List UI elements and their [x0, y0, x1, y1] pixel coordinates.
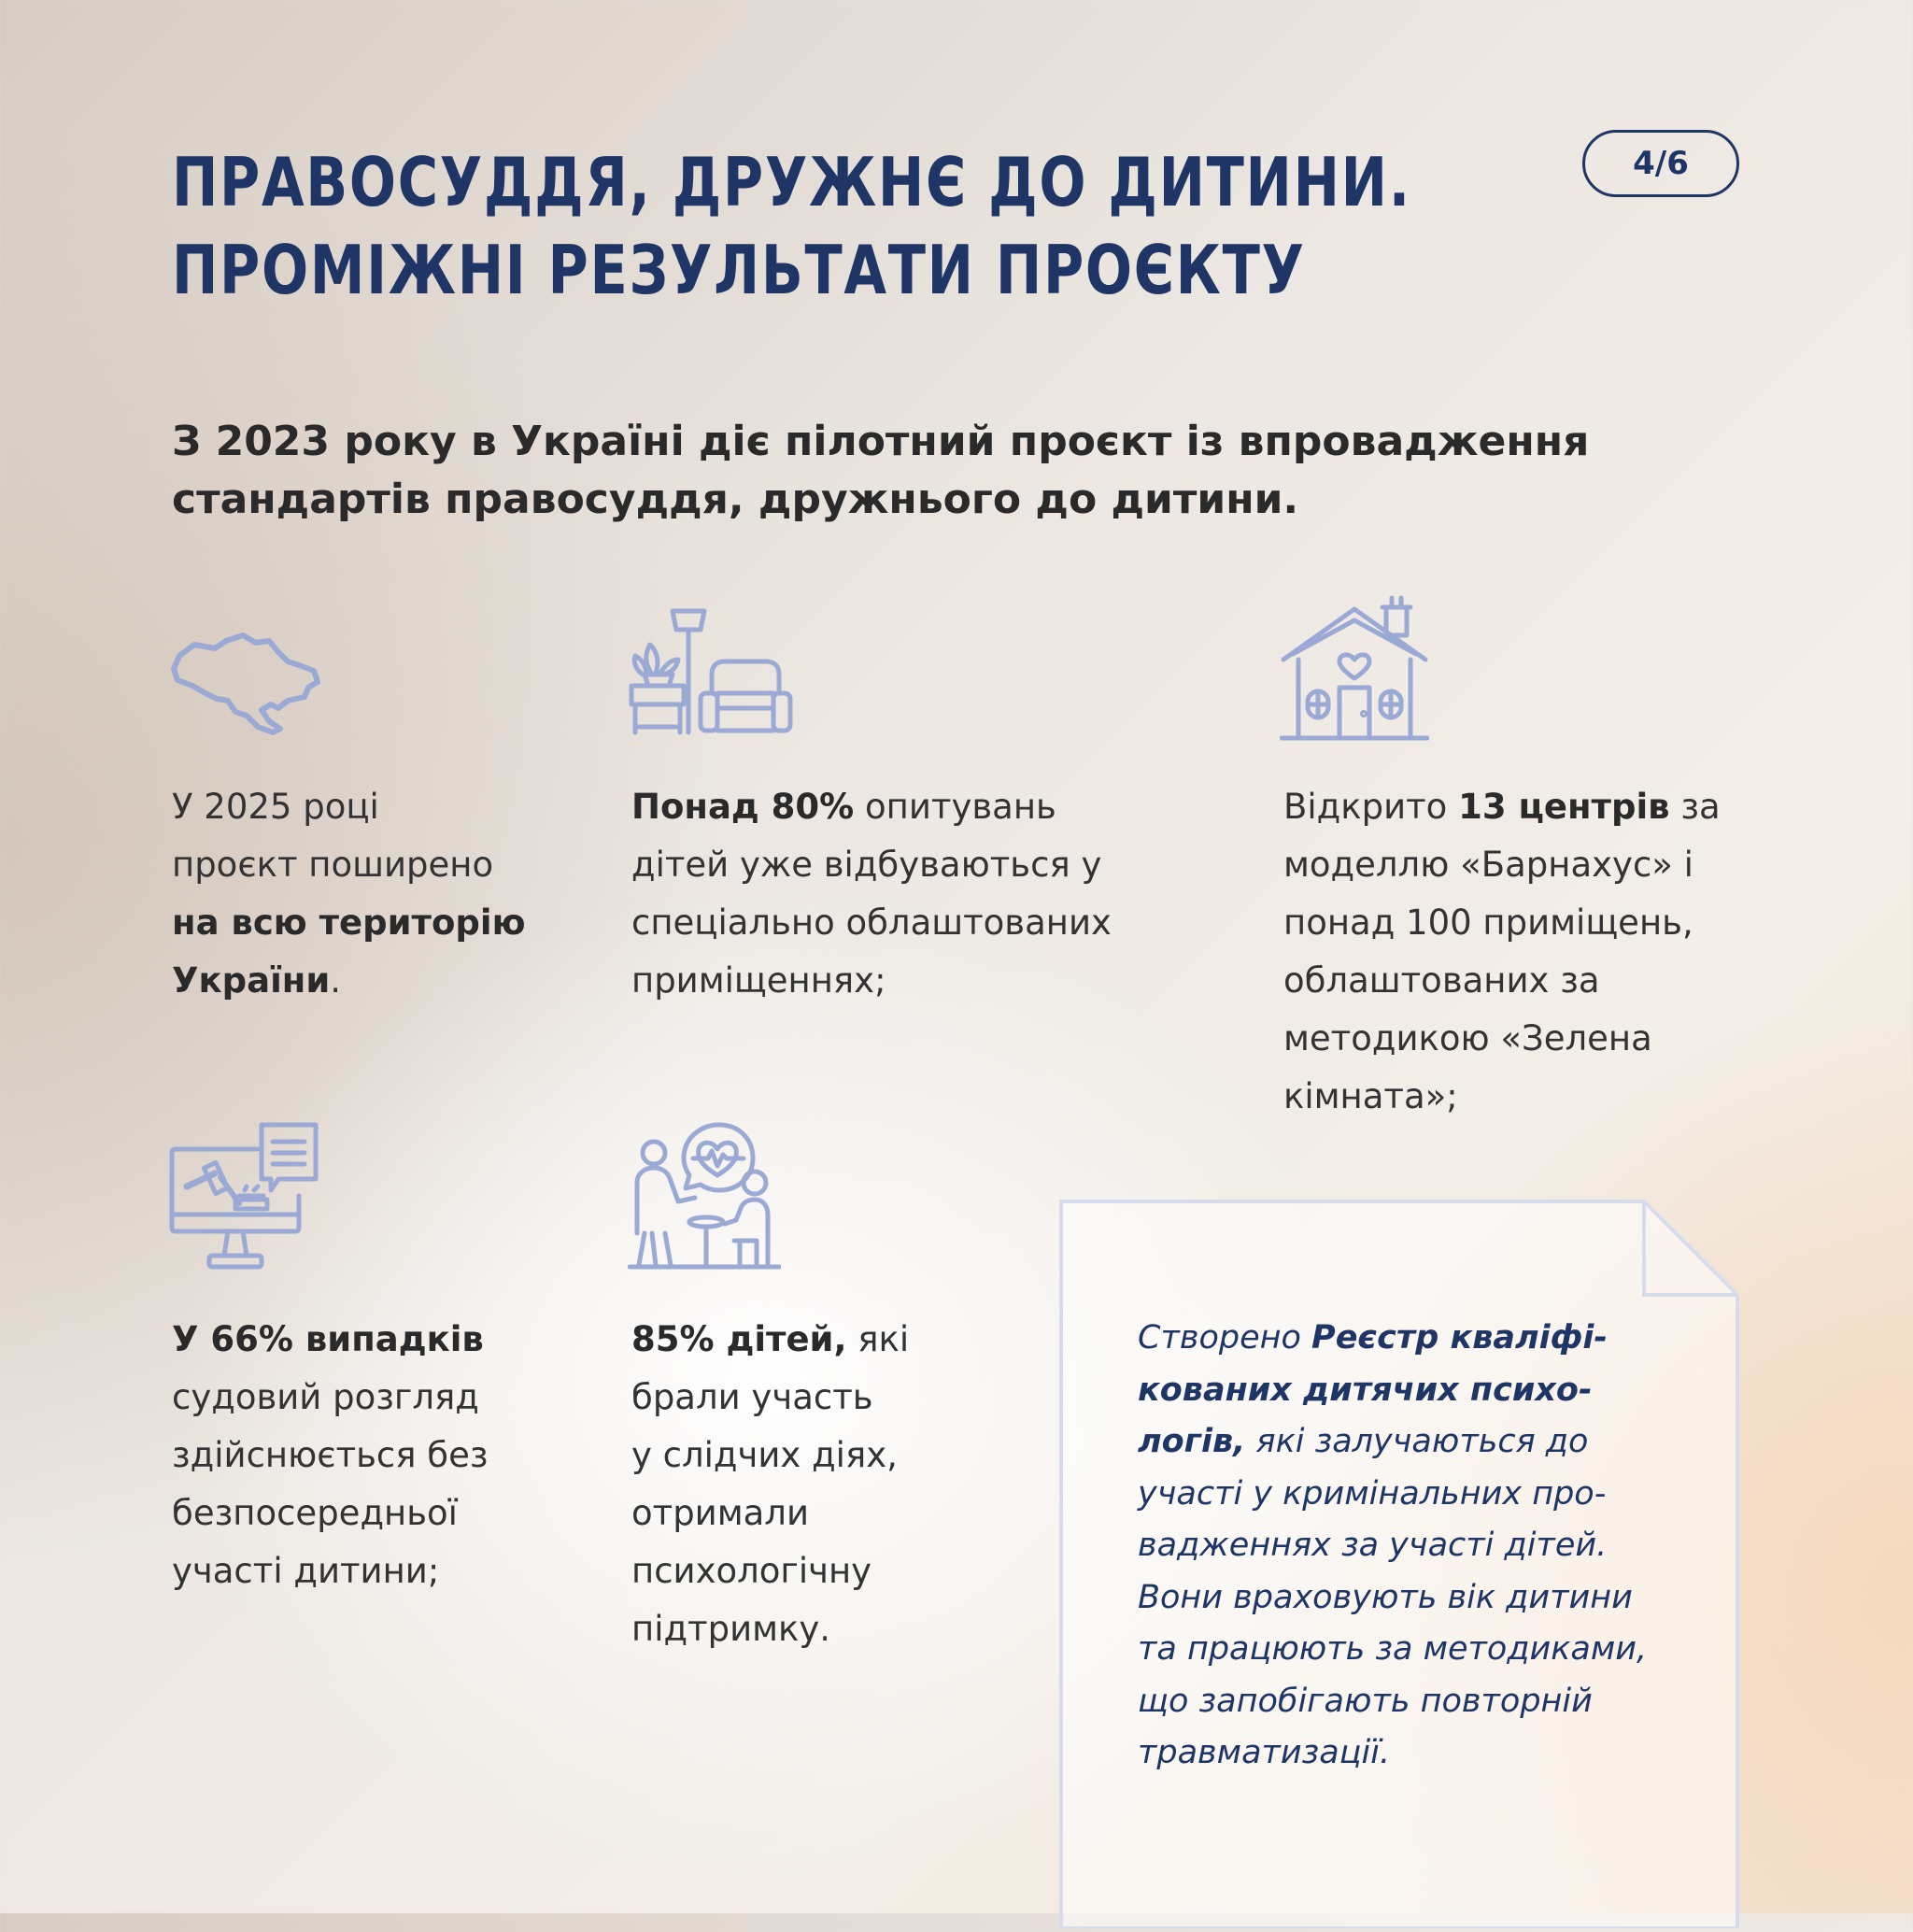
- page-title: [172, 138, 1411, 314]
- note-line6: та працюють за методиками,: [1138, 1630, 1648, 1668]
- note-bold1: Реєстр кваліфі-: [1311, 1319, 1608, 1357]
- card1-bold2: України: [172, 960, 331, 1001]
- card4-bold1: У 66% випадків: [172, 1319, 484, 1359]
- card2-bold1: Понад 80%: [631, 787, 855, 827]
- card3-line2: моделлю «Барнахус» і: [1283, 845, 1693, 885]
- intro-text: З 2023 року в Україні діє пілотний проєкт із впровадження стандартів правосуддя, дружнього до дитини.: [172, 418, 1590, 523]
- card5-line2: брали участь: [631, 1377, 873, 1417]
- psychologist-session-icon: [628, 1121, 781, 1272]
- card2-line3: спеціально облаштованих: [631, 902, 1112, 943]
- note-line4: вадженнях за участі дітей.: [1138, 1527, 1608, 1564]
- card1-period: .: [330, 960, 342, 1001]
- online-court-icon: [168, 1121, 321, 1272]
- note-line5: Вони враховують вік дитини: [1138, 1578, 1633, 1616]
- card5-bold1: 85% дітей,: [631, 1319, 847, 1359]
- card3-line6: кімната»;: [1283, 1076, 1458, 1116]
- card3-line1b: за: [1669, 787, 1721, 827]
- card4-line3: безпосередньої: [172, 1493, 458, 1533]
- house-heart-icon: [1280, 594, 1429, 742]
- card3-line3: понад 100 приміщень,: [1283, 902, 1693, 943]
- card3-line5: методикою «Зелена: [1283, 1018, 1652, 1058]
- card4-line2: здійснюється без: [172, 1435, 489, 1475]
- stat-card-remote-hearings: [172, 1311, 583, 1600]
- stat-card-psych-support: [631, 1311, 1042, 1658]
- note-bold3: логів,: [1138, 1423, 1246, 1460]
- card3-line1: Відкрито: [1283, 787, 1459, 827]
- note-line2: які залучаються до: [1245, 1423, 1589, 1460]
- card1-line1: У 2025 році: [172, 787, 379, 827]
- card3-line4: облаштованих за: [1283, 960, 1600, 1001]
- card5-line1: які: [846, 1319, 910, 1359]
- note-line1: Створено: [1138, 1319, 1312, 1357]
- card5-line3: у слідчих діях,: [631, 1435, 898, 1475]
- page-indicator: 4/6: [1582, 130, 1739, 197]
- note-line3: участі у кримінальних про-: [1138, 1474, 1607, 1513]
- stat-card-territory: [172, 778, 583, 1010]
- note-bold2: кованих дитячих психо-: [1138, 1371, 1593, 1409]
- room-furniture-icon: [628, 607, 796, 738]
- registry-note-text: [1138, 1313, 1661, 1780]
- card5-line4: отримали: [631, 1493, 810, 1533]
- card2-line1: опитувань: [854, 787, 1056, 827]
- card3-bold1: 13 центрів: [1458, 787, 1670, 827]
- ukraine-map-icon: [168, 628, 325, 740]
- title-line-1: ПРАВОСУДДЯ, ДРУЖНЄ ДО ДИТИНИ.: [172, 143, 1411, 221]
- card5-line6: підтримку.: [631, 1609, 831, 1649]
- card4-line4: участі дитини;: [172, 1551, 440, 1591]
- title-line-2: ПРОМІЖНІ РЕЗУЛЬТАТИ ПРОЄКТУ: [172, 231, 1306, 309]
- card1-bold1: на всю територію: [172, 902, 526, 943]
- stat-card-centers: [1283, 778, 1769, 1126]
- card5-line5: психологічну: [631, 1551, 872, 1591]
- card2-line4: приміщеннях;: [631, 960, 886, 1001]
- stat-card-interviews: [631, 778, 1192, 1010]
- card2-line2: дітей уже відбуваються у: [631, 845, 1102, 885]
- card4-line1: судовий розгляд: [172, 1377, 479, 1417]
- note-line7: що запобігають повторній: [1138, 1682, 1593, 1720]
- card1-line2: проєкт поширено: [172, 845, 494, 885]
- note-line8: травматизації.: [1138, 1734, 1391, 1771]
